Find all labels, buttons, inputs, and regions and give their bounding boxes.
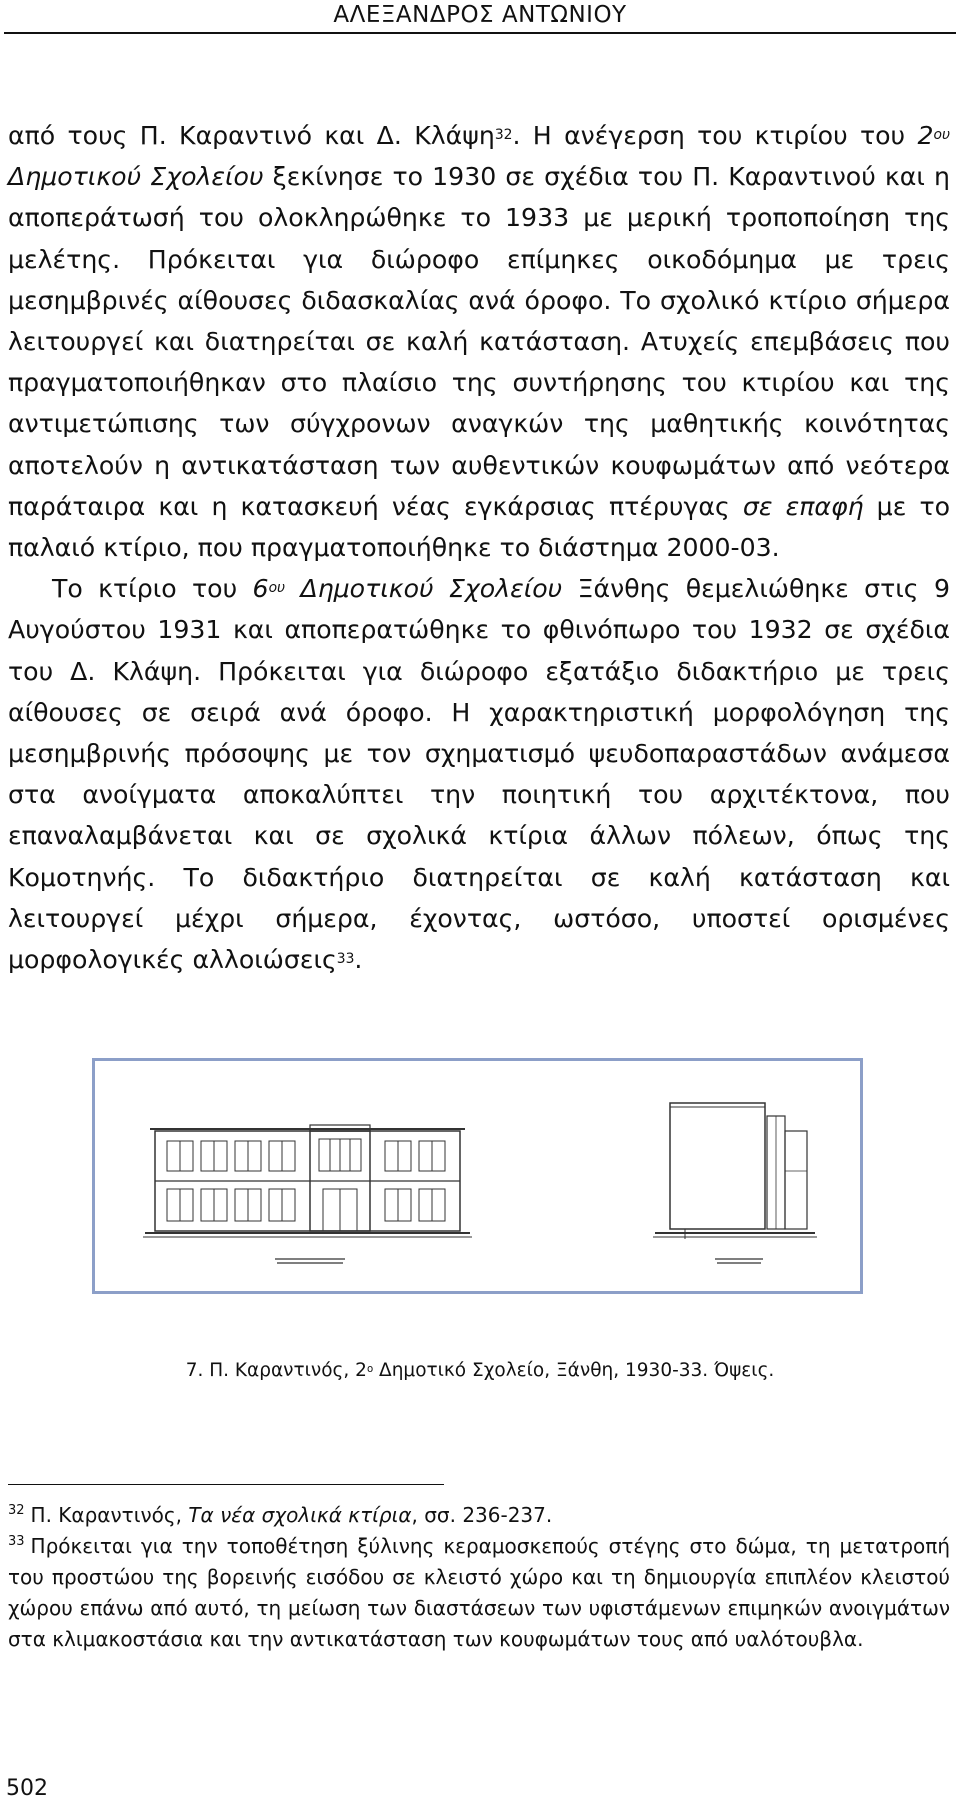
paragraph-2 bbox=[8, 568, 950, 980]
page-number: 502 bbox=[6, 1776, 48, 1801]
footnote-33 bbox=[8, 1531, 950, 1655]
p2-text-2: Ξάνθης θεμελιώθηκε στις 9 Αυγούστου 1931 και αποπερατώθηκε το φθινόπωρο του 1932 σε σχέδια του Δ. Κλάψη. Πρόκειται για διώροφο εξατάξιο διδακτήριο με τρεις αίθουσες σε σειρά ανά όροφο. Η χαρακτηριστική μορφολόγηση της μεσημβρινής πρόσοψης με τον σχηματισμό ψευδοπαραστάδων ανάμεσα στα ανοίγματα αποκαλύπτει την ποιητική του αρχιτέκτονα, που επαναλαμβάνεται και σε σχολικά κτίρια άλλων πόλεων, όπως της Κομοτηνής. Το διδακτήριο διατηρείται σε καλή κατάσταση και λειτουργεί μέχρι σήμερα, έχοντας, ωστόσο, υποστεί ορισμένες μορφολογικές αλλοιώσεις bbox=[8, 574, 950, 975]
front-elevation bbox=[143, 1125, 472, 1263]
footnote-text: Πρόκειται για την τοποθέτηση ξύλινης κεραμοσκεπούς στέγης στο δώμα, τη μετατροπή του προστώου της βορεινής εισόδου σε κλειστό χώρο και τη δημιουργία επιπλέον κλειστού χώρου επάνω από αυτό, τη μείωση των διαστάσεων των υφιστάμενων επιμηκών ανοιγμάτων στα κλιμακοστάσια και την αντικατάσταση των κουφωμάτων τους από υαλότουβλα. bbox=[8, 1534, 950, 1651]
p1-text-4: με το παλαιό κτίριο, που πραγματοποιήθηκε το διάστημα 2000-03. bbox=[8, 491, 951, 563]
p2-text-3: . bbox=[354, 945, 363, 975]
footnote-ref-32[interactable]: 32 bbox=[494, 127, 513, 144]
school-6-number: 6 bbox=[252, 574, 269, 604]
elevation-drawings bbox=[95, 1061, 860, 1291]
school-2-number: 2 bbox=[917, 121, 934, 150]
p1-text-2: . Η ανέγερση του κτιρίου του bbox=[512, 121, 918, 150]
p1-text-1: από τους Π. Καραντινό και Δ. Κλάψη bbox=[8, 121, 495, 150]
side-elevation bbox=[653, 1103, 817, 1263]
footnote-32 bbox=[8, 1500, 950, 1531]
footnote-text: Π. Καραντινός, bbox=[30, 1503, 189, 1527]
caption-ordinal: ο bbox=[366, 1364, 374, 1376]
p1-emphasis: σε επαφή bbox=[742, 491, 864, 521]
p2-text-1: Το κτίριο του bbox=[52, 574, 253, 604]
footnotes bbox=[8, 1500, 950, 1655]
running-title: ΑΛΕΞΑΝΔΡΟΣ ΑΝΤΩΝΙΟΥ bbox=[333, 2, 627, 28]
school-6-name bbox=[253, 574, 563, 603]
footnote-ref-33[interactable]: 33 bbox=[336, 951, 355, 968]
body-text bbox=[8, 115, 950, 980]
caption-text-b: Δημοτικό Σχολείο, Ξάνθη, 1930-33. Όψεις. bbox=[373, 1360, 775, 1381]
caption-text-a: 7. Π. Καραντινός, 2 bbox=[185, 1360, 367, 1381]
footnote-number: 32 bbox=[8, 1503, 25, 1519]
paragraph-1 bbox=[8, 115, 950, 568]
figure-elevations bbox=[92, 1058, 863, 1294]
school-2-ordinal: ου bbox=[933, 127, 950, 144]
school-6-title: Δημοτικού Σχολείου bbox=[285, 574, 563, 604]
footnote-rule bbox=[8, 1484, 444, 1485]
school-6-ordinal: ου bbox=[268, 580, 286, 597]
footnote-book-title: Τα νέα σχολικά κτίρια bbox=[188, 1503, 412, 1527]
header-rule bbox=[4, 32, 956, 34]
footnote-pages: , σσ. 236-237. bbox=[411, 1503, 553, 1527]
footnote-number: 33 bbox=[8, 1534, 25, 1550]
p1-text-3: ξεκίνησε το 1930 σε σχέδια του Π. Καραντινού και η αποπεράτωσή του ολοκληρώθηκε το 1933 με μερική τροποποίηση της μελέτης. Πρόκειται για διώροφο επίμηκες οικοδόμημα με τρεις μεσημβρινές αίθουσες διδασκαλίας ανά όροφο. Το σχολικό κτίριο σήμερα λειτουργεί και διατηρείται σε καλή κατάσταση. Ατυχείς επεμβάσεις που πραγματοποιήθηκαν στο πλαίσιο της συντήρησης του κτιρίου και της αντιμετώπισης των σύγχρονων αναγκών της μαθητικής κοινότητας αποτελούν η αντικατάσταση των αυθεντικών κουφωμάτων από νεότερα παράταιρα και η κατασκευή νέας εγκάρσιας πτέρυγας bbox=[8, 162, 950, 521]
school-2-title: Δημοτικού Σχολείου bbox=[8, 162, 264, 192]
running-head bbox=[0, 0, 960, 36]
figure-caption bbox=[0, 1359, 960, 1383]
